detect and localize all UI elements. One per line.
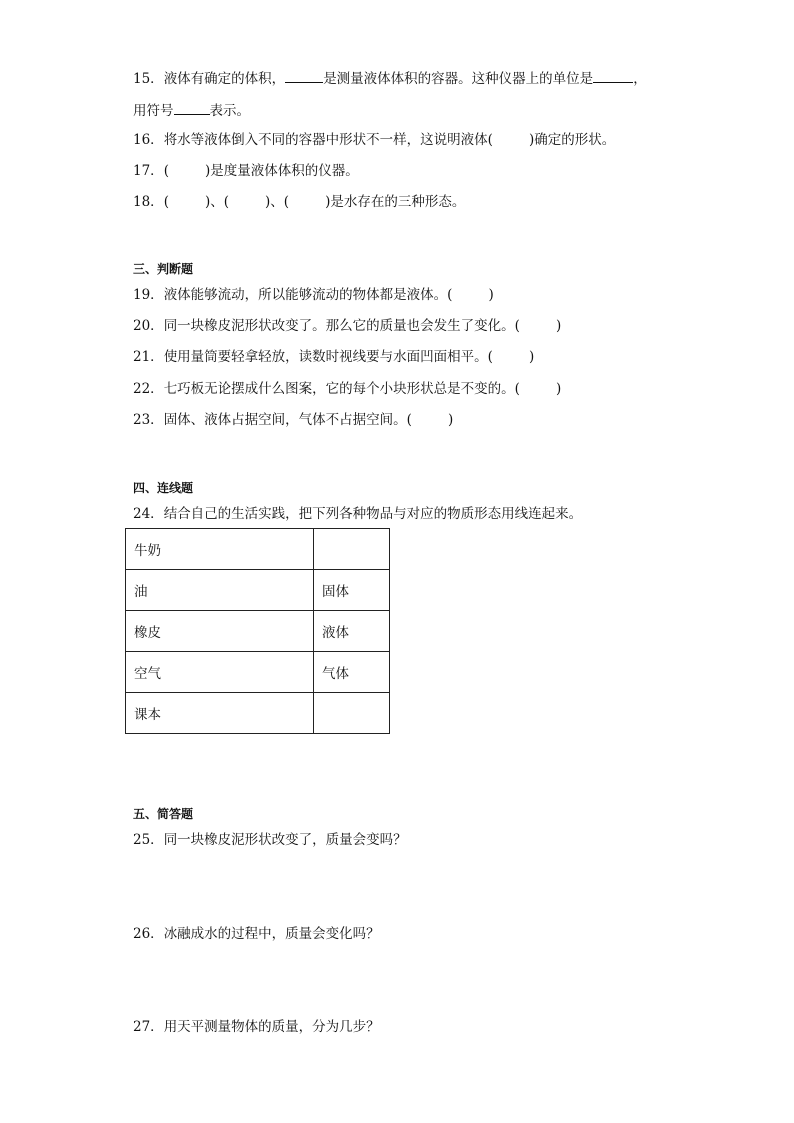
question-16: 16．将水等液体倒入不同的容器中形状不一样，这说明液体( )确定的形状。	[133, 132, 616, 148]
table-row	[126, 693, 390, 734]
question-22: 22．七巧板无论摆成什么图案，它的每个小块形状总是不变的。( )	[133, 381, 562, 397]
question-27: 27．用天平测量物体的质量，分为几步？	[133, 1019, 380, 1035]
question-20: 20．同一块橡皮泥形状改变了。那么它的质量也会发生了变化。( )	[133, 318, 562, 334]
question-21: 21．使用量筒要轻拿轻放，读数时视线要与水面凹面相平。( )	[133, 349, 535, 365]
section-heading-matching: 四、连线题	[133, 481, 194, 495]
item-cell: 橡皮	[126, 611, 314, 652]
question-24: 24．结合自己的生活实践，把下列各种物品与对应的物质形态用线连起来。	[133, 506, 583, 522]
question-25: 25．同一块橡皮泥形状改变了，质量会变吗？	[133, 832, 407, 848]
question-23: 23．固体、液体占据空间，气体不占据空间。( )	[133, 412, 454, 428]
item-cell: 空气	[126, 652, 314, 693]
state-cell	[314, 693, 390, 734]
question-18: 18．( )、( )、( )是水存在的三种形态。	[133, 194, 466, 210]
state-cell	[314, 529, 390, 570]
answer-blank[interactable]	[174, 100, 210, 115]
question-15-cont: 用符号 表示。	[133, 100, 250, 120]
state-cell: 固体	[314, 570, 390, 611]
answer-blank[interactable]	[593, 68, 633, 83]
question-19: 19．液体能够流动，所以能够流动的物体都是液体。( )	[133, 287, 494, 303]
question-number: 15．	[133, 71, 164, 87]
item-cell: 牛奶	[126, 529, 314, 570]
table-row	[126, 652, 390, 693]
table-row	[126, 611, 390, 652]
item-cell: 油	[126, 570, 314, 611]
section-heading-judgement: 三、判断题	[133, 262, 194, 276]
table-row	[126, 529, 390, 570]
item-cell: 课本	[126, 693, 314, 734]
matching-table	[125, 528, 390, 734]
question-26: 26．冰融成水的过程中，质量会变化吗？	[133, 926, 380, 942]
answer-blank[interactable]	[285, 68, 323, 83]
question-17: 17．( )是度量液体体积的仪器。	[133, 163, 359, 179]
state-cell: 气体	[314, 652, 390, 693]
section-heading-short-answer: 五、简答题	[133, 807, 194, 821]
table-row	[126, 570, 390, 611]
state-cell: 液体	[314, 611, 390, 652]
question-15: 15．液体有确定的体积， 是测量液体体积的容器。这种仪器上的单位是 ，	[133, 68, 647, 88]
